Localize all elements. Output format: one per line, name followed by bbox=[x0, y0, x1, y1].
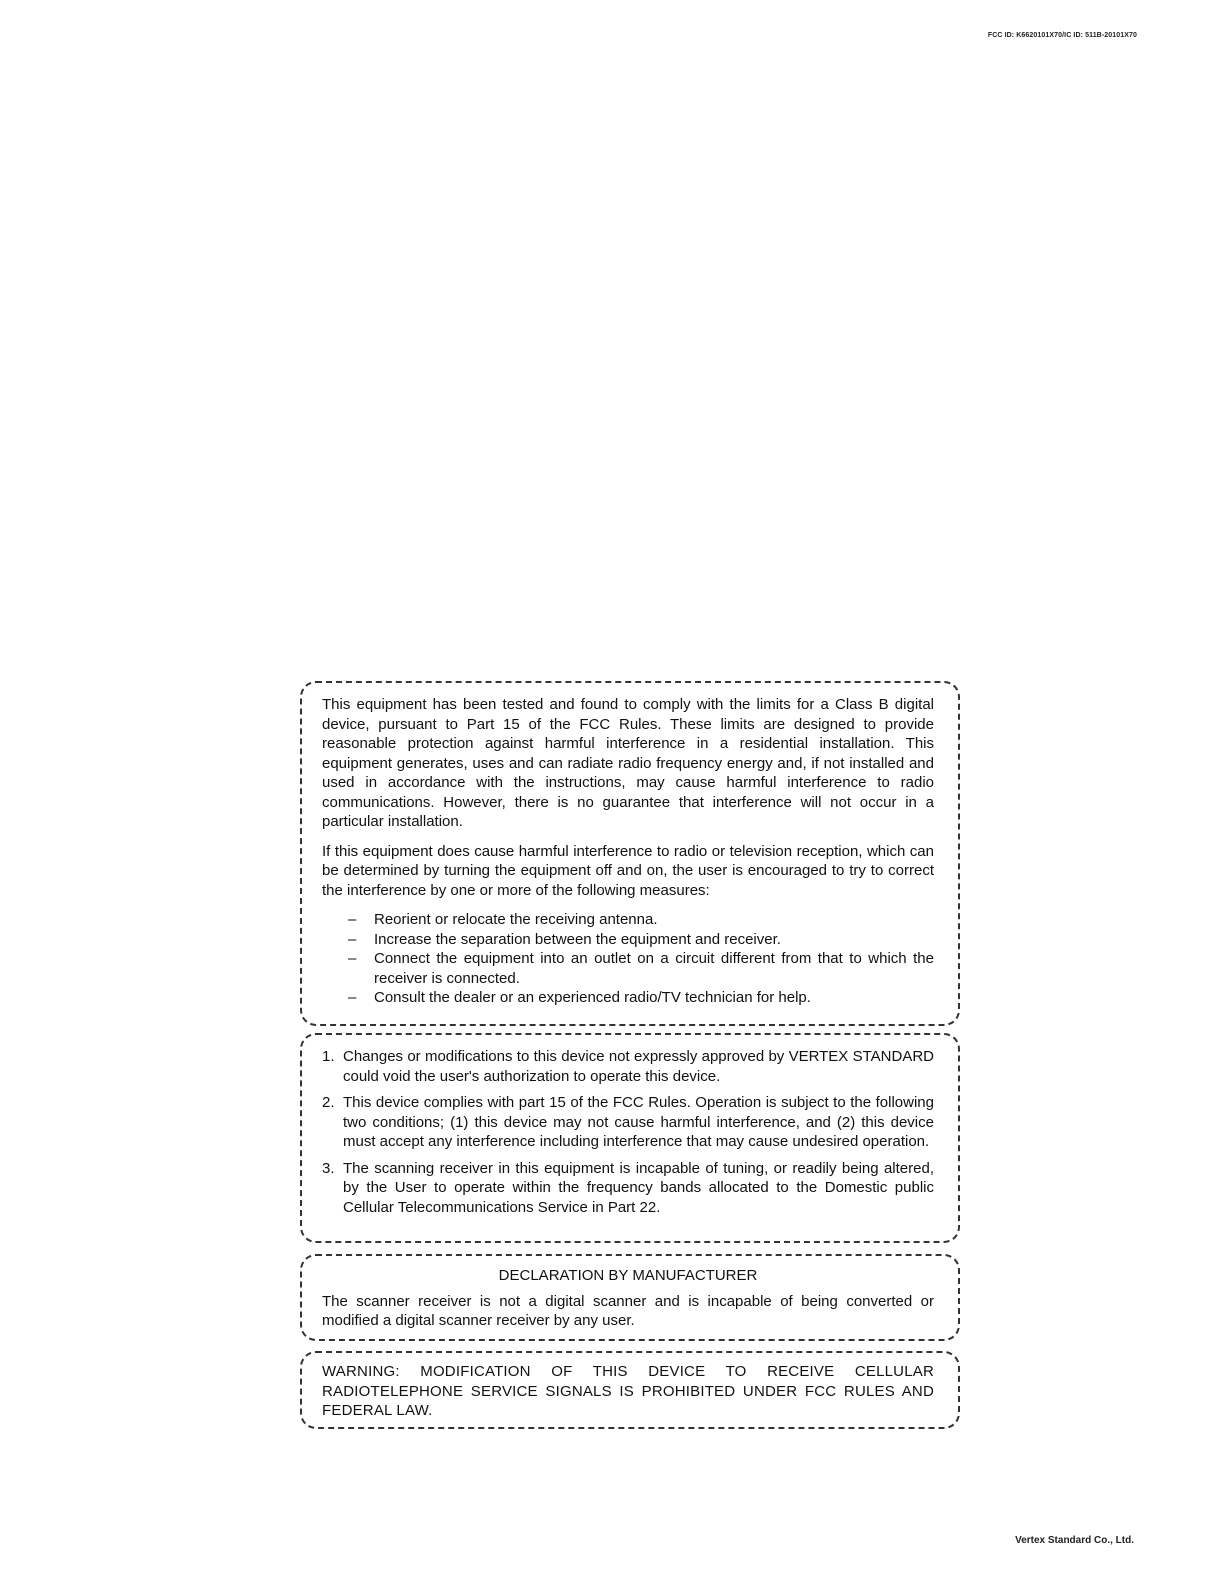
warning-text: WARNING: MODIFICATION OF THIS DEVICE TO RECEIVE CELLULAR RADIOTELEPHONE SERVICE SIGNALS IS PROHIBITED UNDER FCC RULES AND FEDERAL LAW. bbox=[322, 1363, 934, 1419]
conditions-notice-box bbox=[300, 1033, 960, 1243]
measure-item bbox=[348, 949, 934, 988]
condition-item bbox=[322, 1093, 934, 1152]
measure-item bbox=[348, 930, 934, 950]
measure-text: Increase the separation between the equipment and receiver. bbox=[374, 930, 781, 948]
dash-bullet: – bbox=[348, 930, 357, 948]
company-footer: Vertex Standard Co., Ltd. bbox=[1015, 1535, 1134, 1546]
condition-item bbox=[322, 1159, 934, 1218]
condition-text: This device complies with part 15 of the FCC Rules. Operation is subject to the following two conditions; (1) this device may not cause harmful interference, and (2) this device must accept any interference including interference that may cause undesired operation. bbox=[343, 1094, 934, 1150]
condition-text: The scanning receiver in this equipment is incapable of tuning, or readily being altered, by the User to operate within the frequency bands allocated to the Domestic public Cellular Telecommunications Service in Part 22. bbox=[343, 1159, 934, 1216]
condition-number: 3. bbox=[322, 1159, 335, 1177]
measure-text: Consult the dealer or an experienced radio/TV technician for help. bbox=[374, 989, 811, 1006]
fcc-id-header: FCC ID: K6620101X70/IC ID: 511B-20101X70 bbox=[987, 32, 1137, 39]
condition-number: 2. bbox=[322, 1094, 335, 1111]
measure-item bbox=[348, 988, 934, 1008]
fcc-notice-paragraph-1: This equipment has been tested and found to comply with the limits for a Class B digital device, pursuant to Part 15 of the FCC Rules. These limits are designed to provide reasonable protection against harmful interference in a residential installation. This equipment generates, uses and can radiate radio frequency energy and, if not installed and used in accordance with the instructions, may cause harmful interference to radio communications. However, there is no guarantee that interference will not occur in a particular installation. bbox=[322, 696, 934, 830]
dash-bullet: – bbox=[348, 989, 357, 1006]
declaration-box bbox=[300, 1254, 960, 1341]
condition-number: 1. bbox=[322, 1048, 335, 1065]
conditions-list bbox=[322, 1047, 934, 1217]
condition-item bbox=[322, 1047, 934, 1086]
fcc-compliance-notice-box bbox=[300, 681, 960, 1026]
dash-bullet: – bbox=[348, 911, 357, 928]
measure-item bbox=[348, 910, 934, 930]
fcc-notice-paragraph-2: If this equipment does cause harmful interference to radio or television reception, which can be determined by turning the equipment off and on, the user is encouraged to try to correct the interference by one or more of the following measures: bbox=[322, 842, 934, 899]
declaration-text: The scanner receiver is not a digital scanner and is incapable of being converted or modified a digital scanner receiver by any user. bbox=[322, 1292, 934, 1329]
declaration-title: DECLARATION BY MANUFACTURER bbox=[498, 1267, 758, 1284]
dash-bullet: – bbox=[348, 950, 357, 967]
measures-list bbox=[322, 910, 934, 1008]
condition-text: Changes or modifications to this device not expressly approved by VERTEX STANDARD could void the user's authorization to operate this device. bbox=[343, 1048, 934, 1085]
measure-text: Connect the equipment into an outlet on a circuit different from that to which the receiver is connected. bbox=[374, 950, 934, 987]
warning-box bbox=[300, 1351, 960, 1429]
measure-text: Reorient or relocate the receiving antenna. bbox=[374, 911, 658, 928]
